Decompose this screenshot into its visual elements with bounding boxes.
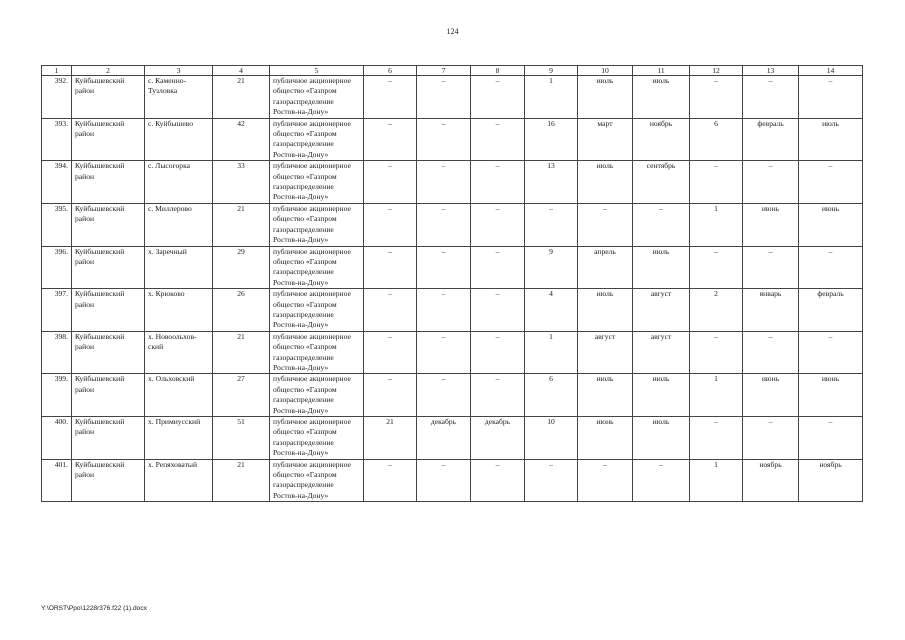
col6-cell: – xyxy=(364,374,417,417)
col7-cell: – xyxy=(417,203,471,246)
schedule-table xyxy=(41,65,863,502)
col11-cell: – xyxy=(633,203,690,246)
col9-cell: 1 xyxy=(525,76,578,119)
col11-cell: август xyxy=(633,289,690,332)
col14-cell: февраль xyxy=(799,289,863,332)
col10-cell: июль xyxy=(578,76,633,119)
organization-cell: публичное акционерное общество «Газпром газораспределение Ростов-на-Дону» xyxy=(270,118,364,161)
col6-cell: 21 xyxy=(364,417,417,460)
col7-cell: – xyxy=(417,118,471,161)
col11-cell: июль xyxy=(633,76,690,119)
header-row xyxy=(42,66,863,76)
col14-cell: – xyxy=(799,76,863,119)
row-number: 392. xyxy=(42,76,72,119)
col10-cell: июль xyxy=(578,161,633,204)
col8-cell: – xyxy=(471,331,525,374)
header-cell: 14 xyxy=(799,66,863,76)
col4-cell: 21 xyxy=(213,459,270,502)
col11-cell: июль xyxy=(633,374,690,417)
col14-cell: июнь xyxy=(799,374,863,417)
col12-cell: 1 xyxy=(690,374,743,417)
organization-cell: публичное акционерное общество «Газпром газораспределение Ростов-на-Дону» xyxy=(270,417,364,460)
header-cell: 9 xyxy=(525,66,578,76)
col10-cell: – xyxy=(578,459,633,502)
col7-cell: – xyxy=(417,289,471,332)
col10-cell: – xyxy=(578,203,633,246)
district-cell: Куйбышевский район xyxy=(72,76,145,119)
header-cell: 4 xyxy=(213,66,270,76)
col14-cell: июнь xyxy=(799,203,863,246)
col14-cell: ноябрь xyxy=(799,459,863,502)
col7-cell: – xyxy=(417,76,471,119)
col13-cell: июнь xyxy=(743,203,799,246)
col8-cell: – xyxy=(471,374,525,417)
col4-cell: 42 xyxy=(213,118,270,161)
col7-cell: декабрь xyxy=(417,417,471,460)
district-cell: Куйбышевский район xyxy=(72,417,145,460)
col6-cell: – xyxy=(364,289,417,332)
header-cell: 10 xyxy=(578,66,633,76)
col8-cell: – xyxy=(471,289,525,332)
col8-cell: – xyxy=(471,246,525,289)
organization-cell: публичное акционерное общество «Газпром газораспределение Ростов-на-Дону» xyxy=(270,161,364,204)
col14-cell: – xyxy=(799,331,863,374)
district-cell: Куйбышевский район xyxy=(72,203,145,246)
table-row xyxy=(42,459,863,502)
header-cell: 8 xyxy=(471,66,525,76)
col13-cell: – xyxy=(743,76,799,119)
col10-cell: июнь xyxy=(578,417,633,460)
col8-cell: – xyxy=(471,161,525,204)
col11-cell: август xyxy=(633,331,690,374)
col4-cell: 21 xyxy=(213,331,270,374)
col9-cell: – xyxy=(525,203,578,246)
col7-cell: – xyxy=(417,161,471,204)
district-cell: Куйбышевский район xyxy=(72,459,145,502)
row-number: 394. xyxy=(42,161,72,204)
table-row xyxy=(42,331,863,374)
col14-cell: – xyxy=(799,161,863,204)
organization-cell: публичное акционерное общество «Газпром газораспределение Ростов-на-Дону» xyxy=(270,203,364,246)
col12-cell: – xyxy=(690,246,743,289)
col9-cell: 4 xyxy=(525,289,578,332)
col12-cell: 1 xyxy=(690,203,743,246)
col10-cell: август xyxy=(578,331,633,374)
page-number: 124 xyxy=(446,27,459,36)
col6-cell: – xyxy=(364,118,417,161)
col9-cell: 1 xyxy=(525,331,578,374)
row-number: 399. xyxy=(42,374,72,417)
col4-cell: 29 xyxy=(213,246,270,289)
row-number: 400. xyxy=(42,417,72,460)
locality-cell: х. Крюково xyxy=(145,289,213,332)
table-row xyxy=(42,118,863,161)
col13-cell: июнь xyxy=(743,374,799,417)
header-cell: 13 xyxy=(743,66,799,76)
organization-cell: публичное акционерное общество «Газпром газораспределение Ростов-на-Дону» xyxy=(270,76,364,119)
col13-cell: – xyxy=(743,417,799,460)
col9-cell: – xyxy=(525,459,578,502)
col8-cell: – xyxy=(471,118,525,161)
locality-cell: х. Репяховатый xyxy=(145,459,213,502)
col12-cell: 1 xyxy=(690,459,743,502)
col9-cell: 16 xyxy=(525,118,578,161)
col10-cell: апрель xyxy=(578,246,633,289)
col11-cell: – xyxy=(633,459,690,502)
col14-cell: – xyxy=(799,417,863,460)
locality-cell: с. Лысогорка xyxy=(145,161,213,204)
document-path: Y:\ORST\Ppo\1228r376.f22 (1).docx xyxy=(41,605,147,612)
header-cell: 1 xyxy=(42,66,72,76)
col6-cell: – xyxy=(364,76,417,119)
col13-cell: январь xyxy=(743,289,799,332)
locality-cell: х. Ольховский xyxy=(145,374,213,417)
col12-cell: – xyxy=(690,331,743,374)
col12-cell: – xyxy=(690,76,743,119)
col11-cell: сентябрь xyxy=(633,161,690,204)
col4-cell: 33 xyxy=(213,161,270,204)
col8-cell: – xyxy=(471,459,525,502)
header-cell: 7 xyxy=(417,66,471,76)
col4-cell: 51 xyxy=(213,417,270,460)
table-row xyxy=(42,417,863,460)
col8-cell: декабрь xyxy=(471,417,525,460)
col14-cell: июль xyxy=(799,118,863,161)
col9-cell: 6 xyxy=(525,374,578,417)
row-number: 393. xyxy=(42,118,72,161)
col7-cell: – xyxy=(417,374,471,417)
organization-cell: публичное акционерное общество «Газпром газораспределение Ростов-на-Дону» xyxy=(270,374,364,417)
header-cell: 12 xyxy=(690,66,743,76)
row-number: 401. xyxy=(42,459,72,502)
locality-cell: с. Каменно-Тузловка xyxy=(145,76,213,119)
header-cell: 5 xyxy=(270,66,364,76)
table-row xyxy=(42,203,863,246)
col4-cell: 27 xyxy=(213,374,270,417)
col6-cell: – xyxy=(364,246,417,289)
organization-cell: публичное акционерное общество «Газпром газораспределение Ростов-на-Дону» xyxy=(270,246,364,289)
table-row xyxy=(42,289,863,332)
col10-cell: июль xyxy=(578,374,633,417)
col7-cell: – xyxy=(417,246,471,289)
col13-cell: февраль xyxy=(743,118,799,161)
col10-cell: март xyxy=(578,118,633,161)
col12-cell: – xyxy=(690,161,743,204)
col9-cell: 10 xyxy=(525,417,578,460)
row-number: 398. xyxy=(42,331,72,374)
col13-cell: – xyxy=(743,331,799,374)
col6-cell: – xyxy=(364,459,417,502)
table-row xyxy=(42,161,863,204)
col6-cell: – xyxy=(364,203,417,246)
col13-cell: – xyxy=(743,161,799,204)
col9-cell: 13 xyxy=(525,161,578,204)
header-cell: 11 xyxy=(633,66,690,76)
table-row xyxy=(42,374,863,417)
header-cell: 3 xyxy=(145,66,213,76)
organization-cell: публичное акционерное общество «Газпром газораспределение Ростов-на-Дону» xyxy=(270,459,364,502)
col11-cell: июль xyxy=(633,417,690,460)
col13-cell: – xyxy=(743,246,799,289)
col13-cell: ноябрь xyxy=(743,459,799,502)
col9-cell: 9 xyxy=(525,246,578,289)
organization-cell: публичное акционерное общество «Газпром газораспределение Ростов-на-Дону» xyxy=(270,331,364,374)
col8-cell: – xyxy=(471,203,525,246)
col12-cell: 6 xyxy=(690,118,743,161)
header-cell: 6 xyxy=(364,66,417,76)
col14-cell: – xyxy=(799,246,863,289)
col11-cell: июль xyxy=(633,246,690,289)
row-number: 397. xyxy=(42,289,72,332)
col6-cell: – xyxy=(364,331,417,374)
district-cell: Куйбышевский район xyxy=(72,374,145,417)
locality-cell: с. Миллерово xyxy=(145,203,213,246)
col7-cell: – xyxy=(417,459,471,502)
locality-cell: с. Куйбышево xyxy=(145,118,213,161)
locality-cell: х. Примиусский xyxy=(145,417,213,460)
col6-cell: – xyxy=(364,161,417,204)
district-cell: Куйбышевский район xyxy=(72,161,145,204)
locality-cell: х. Новоольхов-ский xyxy=(145,331,213,374)
table-row xyxy=(42,246,863,289)
district-cell: Куйбышевский район xyxy=(72,331,145,374)
locality-cell: х. Заречный xyxy=(145,246,213,289)
col4-cell: 26 xyxy=(213,289,270,332)
col11-cell: ноябрь xyxy=(633,118,690,161)
col8-cell: – xyxy=(471,76,525,119)
col4-cell: 21 xyxy=(213,76,270,119)
header-cell: 2 xyxy=(72,66,145,76)
col7-cell: – xyxy=(417,331,471,374)
district-cell: Куйбышевский район xyxy=(72,118,145,161)
table-row xyxy=(42,76,863,119)
row-number: 396. xyxy=(42,246,72,289)
col4-cell: 21 xyxy=(213,203,270,246)
col10-cell: июль xyxy=(578,289,633,332)
row-number: 395. xyxy=(42,203,72,246)
col12-cell: 2 xyxy=(690,289,743,332)
district-cell: Куйбышевский район xyxy=(72,246,145,289)
organization-cell: публичное акционерное общество «Газпром газораспределение Ростов-на-Дону» xyxy=(270,289,364,332)
col12-cell: – xyxy=(690,417,743,460)
district-cell: Куйбышевский район xyxy=(72,289,145,332)
